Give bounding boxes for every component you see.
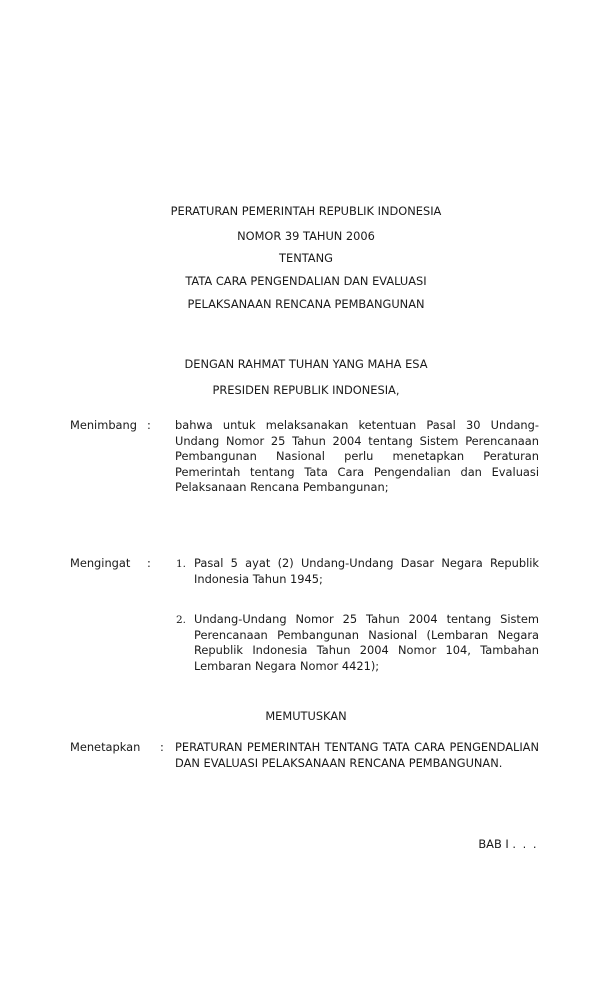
menetapkan-colon: : — [160, 740, 164, 754]
mengingat-item-1-number: 1. — [176, 558, 187, 570]
opening-line-2: PRESIDEN REPUBLIK INDONESIA, — [212, 383, 400, 397]
mengingat-item-2-text: Undang-Undang Nomor 25 Tahun 2004 tentang Sistem Perencanaan Pembangunan Nasional (Lembaran Negara Republik Indonesia Tahun 2004 Nomor 104, Tambahan Lembaran Negara Nomor 4421); — [194, 612, 539, 673]
opening-line-1: DENGAN RAHMAT TUHAN YANG MAHA ESA — [184, 357, 428, 371]
menetapkan-text: PERATURAN PEMERINTAH TENTANG TATA CARA PENGENDALIAN DAN EVALUASI PELAKSANAAN RENCANA PEMBANGUNAN. — [175, 740, 539, 770]
continuation-dots: . . . — [512, 837, 538, 851]
title-subject-line-1: TATA CARA PENGENDALIAN DAN EVALUASI — [185, 274, 427, 288]
memutuskan-heading: MEMUTUSKAN — [265, 709, 347, 723]
mengingat-label: Mengingat — [70, 556, 131, 570]
next-page-indicator — [478, 837, 538, 851]
bab-label: BAB I — [478, 837, 509, 851]
title-subject-line-2: PELAKSANAAN RENCANA PEMBANGUNAN — [187, 297, 425, 311]
menimbang-colon: : — [147, 418, 151, 432]
title-number: NOMOR 39 TAHUN 2006 — [237, 229, 375, 243]
title-tentang: TENTANG — [279, 251, 333, 265]
title-line-1: PERATURAN PEMERINTAH REPUBLIK INDONESIA — [170, 204, 442, 218]
mengingat-item-2-number: 2. — [176, 614, 187, 626]
menetapkan-label: Menetapkan — [70, 740, 141, 754]
menimbang-label: Menimbang — [70, 418, 137, 432]
menimbang-text: bahwa untuk melaksanakan ketentuan Pasal 30 Undang-Undang Nomor 25 Tahun 2004 tentang Sistem Perencanaan Pembangunan Nasional perlu menetapkan Peraturan Pemerintah tentang Tata Cara Pengendalian dan Evaluasi Pelaksanaan Rencana Pembangunan; — [175, 418, 539, 494]
mengingat-item-1-text: Pasal 5 ayat (2) Undang-Undang Dasar Negara Republik Indonesia Tahun 1945; — [194, 556, 539, 586]
mengingat-colon: : — [147, 556, 151, 570]
